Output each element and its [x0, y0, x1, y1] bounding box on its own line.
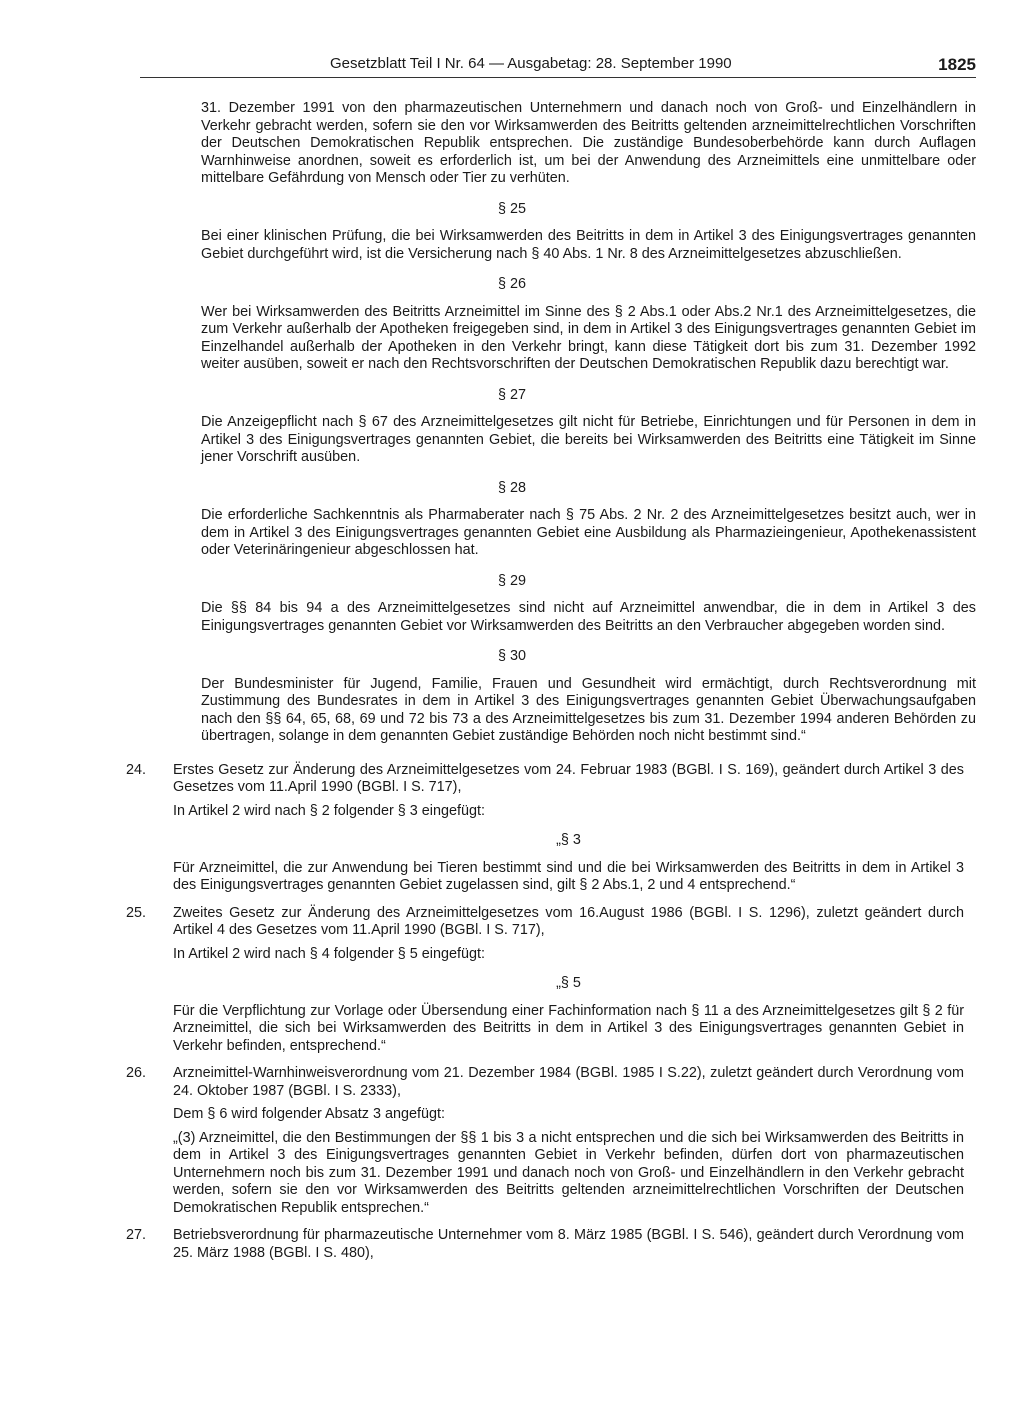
header-rule [140, 77, 976, 78]
section-paragraph: Der Bundesminister für Jugend, Familie, Frauen und Gesundheit wird ermächtigt, durch Rechtsverordnung mit Zustimmung des Bundesrates in dem in Artikel 3 des Einigungsvertrages genannten Gebiet Überwachungsaufgaben nach den §§ 64, 65, 68, 69 und 72 bis 73 a des Arzneimittelgesetzes bis zum 31. Dezember 1994 anderen Behörden zu übertragen, solange in dem genannten Gebiet zuständige Behörden noch nicht bestimmt sind.“ [201, 675, 976, 744]
inserted-section-text: Für die Verpflichtung zur Vorlage oder Übersendung einer Fachinformation nach § 11 a des Arzneimittelgesetzes gilt § 2 für Arzneimittel, die sich bei Wirksamwerden des Beitritts in dem in Artikel 3 des Einigungsvertrages genannten Gebiet in Verkehr befinden, entsprechend.“ [173, 1002, 964, 1054]
section-paragraph: Die erforderliche Sachkenntnis als Pharmaberater nach § 75 Abs. 2 Nr. 2 des Arzneimittelgesetzes besitzt auch, wer in dem in Artikel 3 des Einigungsvertrages genannten Gebiet eine Ausbildung als Pharmazieingenieur, Apothekenassistent oder Veterinäringenieur abgeschlossen hat. [201, 507, 976, 558]
item-title: Zweites Gesetz zur Änderung des Arzneimittelgesetzes vom 16.August 1986 (BGBl. I S. 1296), zuletzt geändert durch Artikel 4 des Gesetzes vom 11.April 1990 (BGBl. I S. 717), [173, 904, 964, 938]
section-paragraph: Die §§ 84 bis 94 a des Arzneimittelgesetzes sind nicht auf Arzneimittel anwendbar, die in dem in Artikel 3 des Einigungsvertrages genannten Gebiet vor Wirksamwerden des Beitritts an den Verbraucher abgegeben worden sind. [201, 600, 976, 634]
page-header [140, 50, 976, 80]
section-heading: § 30 [497, 648, 526, 664]
list-item [126, 1227, 964, 1262]
list-item [126, 1065, 964, 1217]
item-number: 25. [126, 904, 147, 921]
section-heading: § 28 [497, 479, 526, 496]
item-instruction: In Artikel 2 wird nach § 4 folgender § 5 eingefügt: [173, 945, 485, 962]
section-heading: § 25 [497, 200, 526, 217]
item-instruction: In Artikel 2 wird nach § 2 folgender § 3 eingefügt: [173, 802, 485, 819]
section-heading: § 27 [497, 386, 526, 403]
page-number: 1825 [938, 55, 976, 74]
item-instruction: Dem § 6 wird folgender Absatz 3 angefügt: [173, 1106, 445, 1122]
list-item [126, 904, 964, 964]
section-paragraph: Wer bei Wirksamwerden des Beitritts Arzneimittel im Sinne des § 2 Abs.1 oder Abs.2 Nr.1 des Arzneimittelgesetzes, die zum Verkehr außerhalb der Apotheken freigegeben sind, in dem in Artikel 3 des Einigungsvertrages genannten Gebiet im Einzelhandel außerhalb der Apotheken in den Verkehr bringt, kann diese Tätigkeit dort bis zum 31. Dezember 1992 weiter ausüben, soweit er nach den Rechtsvorschriften der Deutschen Demokratischen Republik dazu berechtigt war. [201, 303, 976, 372]
item-title: Arzneimittel-Warnhinweisverordnung vom 21. Dezember 1984 (BGBl. 1985 I S.22), zuletzt geändert durch Verordnung vom 24. Oktober 1987 (BGBl. I S. 2333), [173, 1065, 964, 1099]
header-title: Gesetzblatt Teil I Nr. 64 — Ausgabetag: 28. September 1990 [330, 55, 732, 72]
item-number: 24. [126, 761, 147, 778]
inserted-section-heading: „§ 3 [556, 832, 581, 848]
list-item [126, 761, 964, 821]
section-paragraph: Die Anzeigepflicht nach § 67 des Arzneimittelgesetzes gilt nicht für Betriebe, Einrichtungen und für Personen in dem in Artikel 3 des Einigungsvertrages genannten Gebiet, die bereits bei Wirksamwerden des Beitritts eine Tätigkeit im Sinne jener Vorschrift ausüben. [201, 414, 976, 465]
item-title: Betriebsverordnung für pharmazeutische Unternehmer vom 8. März 1985 (BGBl. I S. 546), geändert durch Verordnung vom 25. März 1988 (BGBl. I S. 480), [173, 1227, 964, 1261]
intro-paragraph: 31. Dezember 1991 von den pharmazeutischen Unternehmern und danach noch von Groß- und Einzelhändlern in Verkehr gebracht werden, sofern sie den vor Wirksamwerden des Beitritts geltenden arzneimittelrechtlichen Vorschriften der Deutschen Demokratischen Republik entsprechen. Die zuständige Bundesoberbehörde kann durch Auflagen Warnhinweise anordnen, soweit es erforderlich ist, um bei der Anwendung des Arzneimittels eine unmittelbare oder mittelbare Gefährdung von Mensch oder Tier zu verhüten. [201, 100, 976, 186]
page-content [0, 100, 1024, 1262]
item-number: 26. [126, 1065, 147, 1081]
inserted-section-text: Für Arzneimittel, die zur Anwendung bei Tieren bestimmt sind und die bei Wirksamwerden des Beitritts in dem in Artikel 3 des Einigungsvertrages genannten Gebiet zugelassen sind, gilt § 2 Abs.1, 2 und 4 entsprechend.“ [173, 859, 964, 893]
item-title: Erstes Gesetz zur Änderung des Arzneimittelgesetzes vom 24. Februar 1983 (BGBl. I S. 169), geändert durch Artikel 3 des Gesetzes vom 11.April 1990 (BGBl. I S. 717), [173, 761, 964, 795]
item-text: „(3) Arzneimittel, die den Bestimmungen der §§ 1 bis 3 a nicht entsprechen und die sich bei Wirksamwerden des Beitritts in dem in Artikel 3 des Einigungsvertrages genannten Gebiet in Verkehr befinden, dürfen dort von pharmazeutischen Unternehmern noch bis zum 31. Dezember 1991 und danach noch von Groß- und Einzelhändlern in den Verkehr gebracht werden, sofern sie den vor Wirksamwerden des Beitritts geltenden arzneimittelrechtlichen Vorschriften der Deutschen Demokratischen Republik entsprechen.“ [173, 1129, 964, 1216]
section-heading: § 26 [497, 276, 526, 292]
section-paragraph: Bei einer klinischen Prüfung, die bei Wirksamwerden des Beitritts in dem in Artikel 3 des Einigungsvertrages genannten Gebiet durchgeführt wird, ist die Versicherung nach § 40 Abs. 1 Nr. 8 des Arzneimittelgesetzes abzuschließen. [201, 228, 976, 262]
section-heading: § 29 [497, 572, 526, 589]
inserted-section-heading: „§ 5 [556, 975, 581, 991]
item-number: 27. [126, 1227, 147, 1243]
